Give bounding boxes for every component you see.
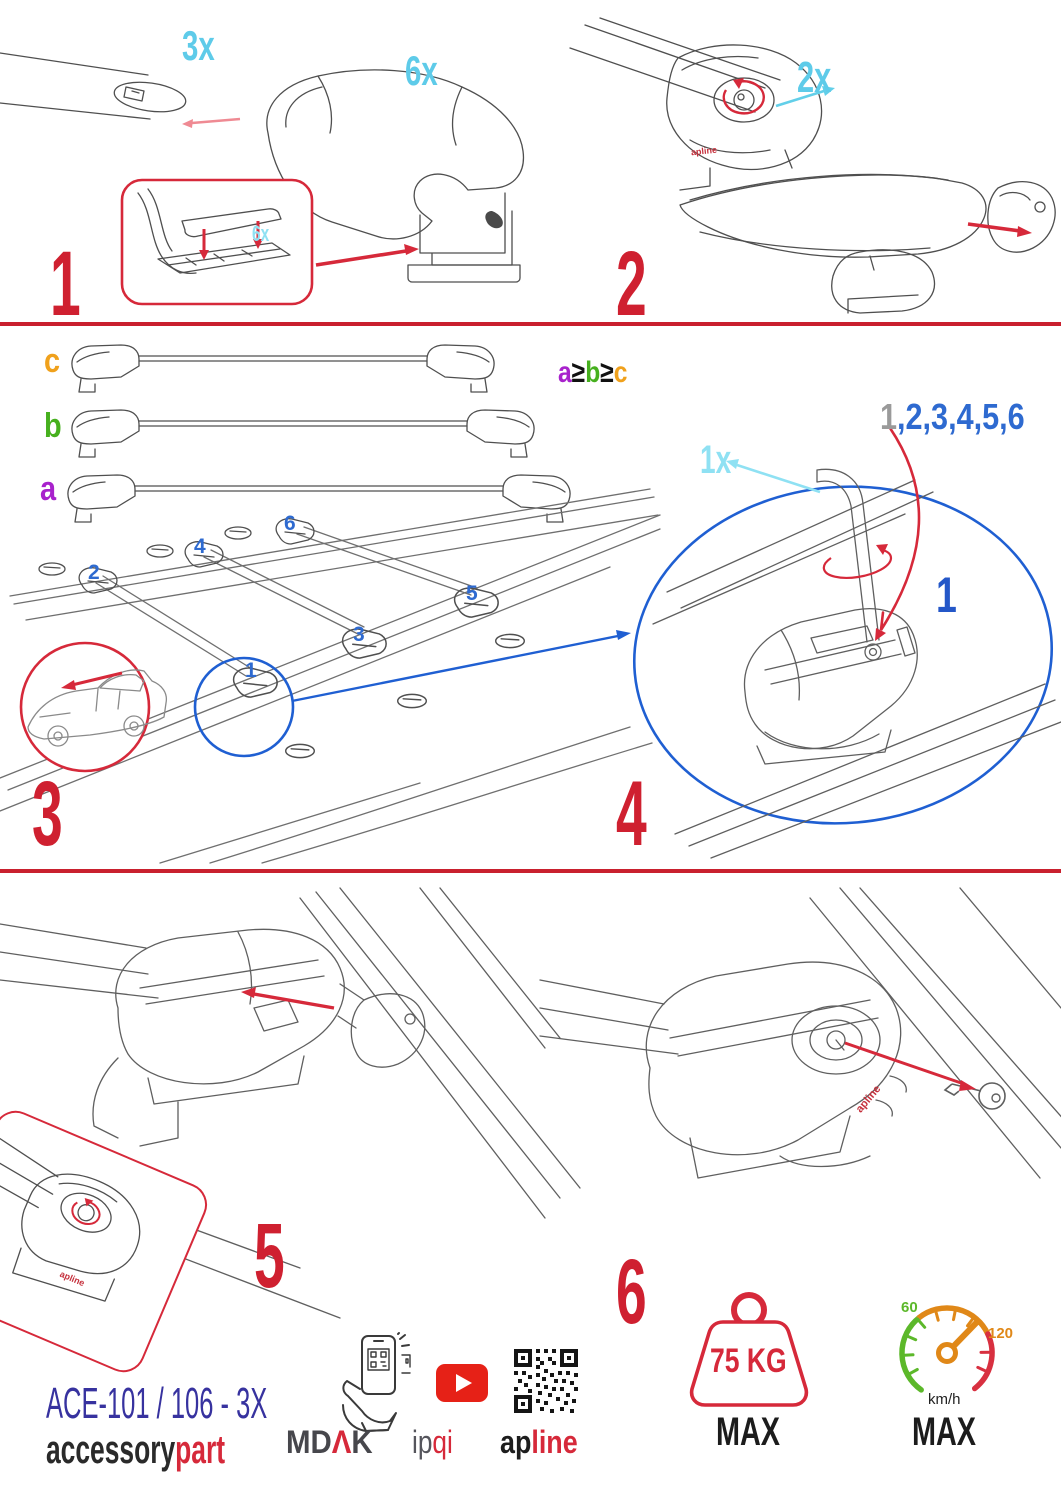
tighten-sequence-label: [880, 396, 1050, 438]
bar-insert-arrow: [182, 119, 240, 128]
brand-apline: [500, 1426, 592, 1458]
roof-position-5: 5: [466, 582, 478, 605]
bar-c-label: c: [44, 342, 61, 380]
ipqi-ip: ip: [412, 1424, 433, 1460]
step2-number: 2: [616, 233, 647, 335]
step1-drawing: [0, 15, 540, 315]
apline-ap: ap: [500, 1424, 532, 1460]
youtube-icon[interactable]: [436, 1364, 488, 1402]
apline-line: line: [531, 1424, 578, 1460]
sequence-rest: ,2,3,4,5,6: [897, 396, 1025, 437]
roof-position-4: 4: [194, 535, 206, 558]
brand-accessorypart: [46, 1430, 317, 1470]
mdak-lambda: Λ: [331, 1424, 352, 1460]
mdak-md: MD: [286, 1424, 332, 1460]
speed-unit-label: km/h: [928, 1391, 961, 1408]
qty-bars-label: 3x: [182, 22, 215, 69]
roof-overview-drawing: [0, 495, 660, 863]
position1-highlight-circle: [195, 658, 293, 756]
step6-number: 6: [616, 1241, 647, 1343]
apline-logo-step6: apline: [853, 1083, 884, 1116]
speedometer-icon: [884, 1279, 1010, 1408]
brand-mdak: [286, 1426, 380, 1458]
brand-part: part: [175, 1428, 226, 1472]
key-insert-arrow: [845, 1043, 976, 1091]
speed-120-label: 120: [988, 1325, 1014, 1342]
qty-key-arrow: [726, 459, 820, 492]
cap-slide-arrow: [241, 987, 334, 1008]
qty-locks-label: 2x: [797, 53, 832, 102]
weight-max-label: MAX: [716, 1410, 781, 1454]
tighten-order-number: 1: [936, 567, 957, 623]
qr-code-icon: [514, 1349, 578, 1413]
step6-drawing: [540, 888, 1061, 1288]
model-code: ACE-101 / 106 - 3X: [46, 1379, 268, 1428]
car-direction-inset: [21, 643, 149, 771]
size-rule-ge1: ≥: [571, 356, 586, 389]
section-divider-2: [0, 869, 1061, 873]
sequence-first: 1: [880, 396, 898, 437]
step4-zoom-drawing: [615, 425, 1061, 865]
key-icon: [945, 1083, 1005, 1109]
bar-b-label: b: [44, 407, 62, 445]
step5-number: 5: [254, 1205, 285, 1307]
size-rule-c: c: [613, 356, 628, 389]
brand-accessory: accessory: [46, 1428, 176, 1472]
size-rule-a: a: [558, 356, 572, 389]
weight-value: 75 KG: [710, 1342, 787, 1380]
step3-number: 3: [32, 763, 63, 865]
qty-feet-label: 6x: [405, 47, 438, 94]
apline-badge: [485, 211, 503, 228]
step1-number: 1: [50, 233, 81, 335]
roof-position-6: 6: [284, 512, 296, 535]
speed-max-label: MAX: [912, 1410, 977, 1454]
speed-60-label: 60: [901, 1299, 918, 1316]
size-rule-formula: [558, 356, 643, 390]
step4-number: 4: [616, 763, 647, 865]
mdak-k: K: [351, 1424, 373, 1460]
bar-a-label: a: [40, 470, 57, 508]
phone-scan-icon: [338, 1333, 414, 1433]
step1-inset-box: [122, 180, 312, 304]
apline-logo-step5: apline: [58, 1268, 87, 1289]
roof-position-3: 3: [353, 623, 365, 646]
roof-position-1: 1: [245, 659, 257, 682]
inset-callout-arrow: [316, 244, 419, 265]
section-divider-1: [0, 322, 1061, 326]
roof-position-2: 2: [88, 561, 100, 584]
size-rule-ge2: ≥: [600, 356, 614, 389]
brand-ipqi: [412, 1426, 462, 1458]
step2-drawing: [530, 0, 1061, 318]
size-rule-b: b: [585, 356, 601, 389]
ipqi-qi: qi: [432, 1424, 453, 1460]
qty-hexkey-label: 1x: [700, 438, 732, 482]
qty-pads-label: 6x: [252, 221, 270, 246]
endcap-arrow: [968, 224, 1032, 237]
apline-logo-step2: apline: [690, 144, 718, 158]
